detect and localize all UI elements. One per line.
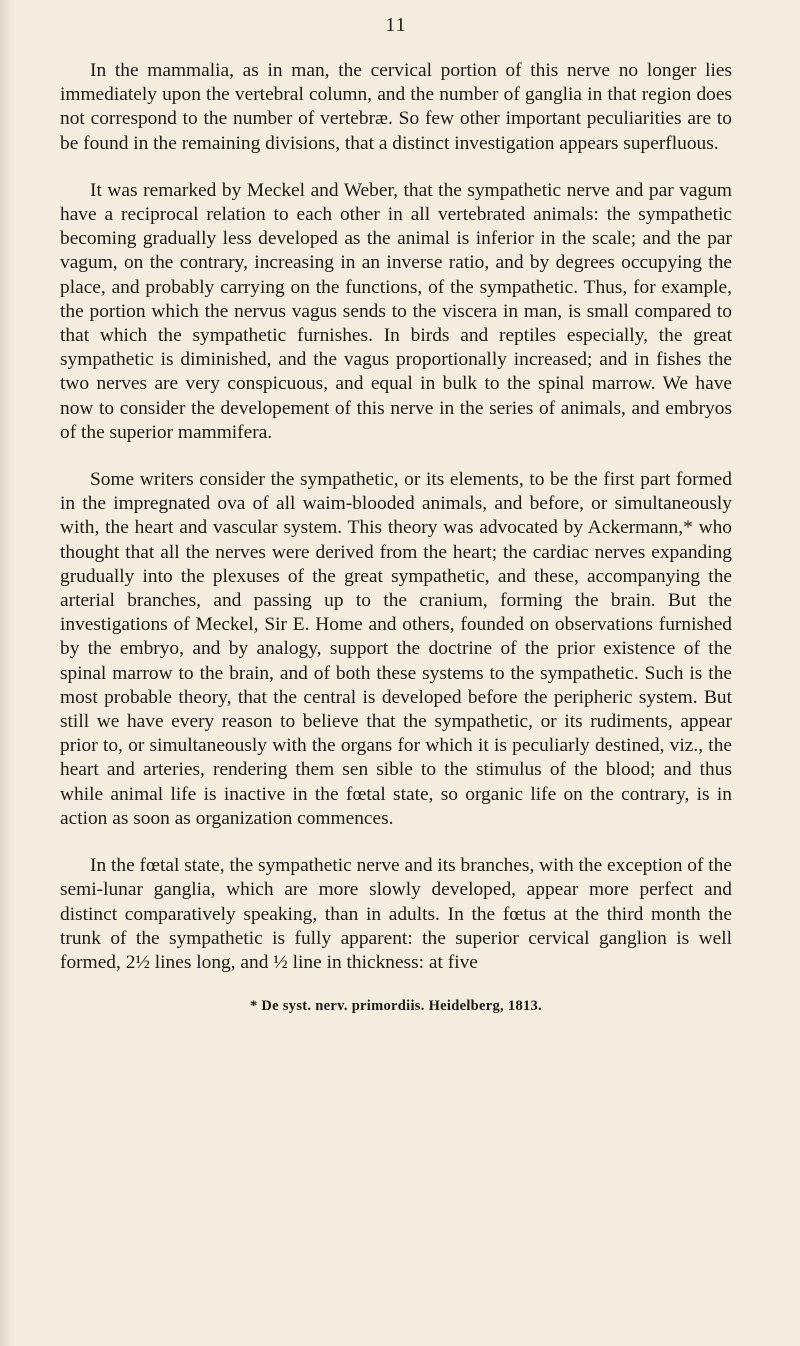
page-number: 11: [385, 14, 407, 36]
paragraph-foetal-state: In the fœtal state, the sympathetic nerve and its branches, with the exception of the semi-lunar ganglia, which are more slowly developed, appear more perfect and distinct comparatively speaking, than in adults. In the fœtus at the third month the trunk of the sympathetic is fully apparent: the superior cervical ganglion is well formed, 2½ lines long, and ½ line in thickness: at five: [60, 855, 732, 973]
paragraph-meckel-weber: It was remarked by Meckel and Weber, that the sympathetic nerve and par vagum have a reciprocal relation to each other in all vertebrated animals: the sympathetic becoming gradually less developed as the animal is inferior in the scale; and the par vagum, on the contrary, increasing in an inverse ratio, and by degrees occupying the place, and probably carrying on the functions, of the sympathetic. Thus, for example, the portion which the nervus vagus sends to the viscera in man, is small compared to that which the sympathetic furnishes. In birds and reptiles especially, the great sympathetic is diminished, and the vagus proportionally increased; and in fishes the two nerves are very conspicuous, and equal in bulk to the spinal marrow. We have now to consider the developement of this nerve in the series of animals, and embryos of the superior mammifera.: [60, 179, 732, 443]
footnote: * De syst. nerv. primordiis. Heidelberg, 1813.: [249, 998, 543, 1015]
paragraph-mammalia: In the mammalia, as in man, the cervical portion of this nerve no longer lies immediately upon the vertebral column, and the number of ganglia in that region does not correspond to the number of vertebræ. So few other important peculiarities are to be found in the remaining divisions, that a distinct investigation appears superfluous.: [60, 60, 732, 154]
book-page: [60, 14, 732, 1015]
page-edge-shadow: [0, 0, 14, 1346]
paragraph-ackermann-theory: Some writers consider the sympathetic, or its elements, to be the first part formed in the impregnated ova of all waim-blooded animals, and before, or simultaneously with, the heart and vascular system. This theory was advocated by Ackermann,* who thought that all the nerves were derived from the heart; the cardiac nerves expanding grudually into the plexuses of the great sympathetic, and these, accompanying the arterial branches, and passing up to the cranium, forming the brain. But the investigations of Meckel, Sir E. Home and others, founded on observations furnished by the embryo, and by analogy, support the doctrine of the prior existence of the spinal marrow to the brain, and of both these systems to the sympathetic. Such is the most probable theory, that the central is developed before the peripheric system. But still we have every reason to believe that the sympathetic, or its rudiments, appear prior to, or simultaneously with the organs for which it is peculiarly destined, viz., the heart and arteries, rendering them sen sible to the stimulus of the blood; and thus while animal life is inactive in the fœtal state, so organic life on the contrary, is in action as soon as organization commences.: [60, 469, 732, 829]
